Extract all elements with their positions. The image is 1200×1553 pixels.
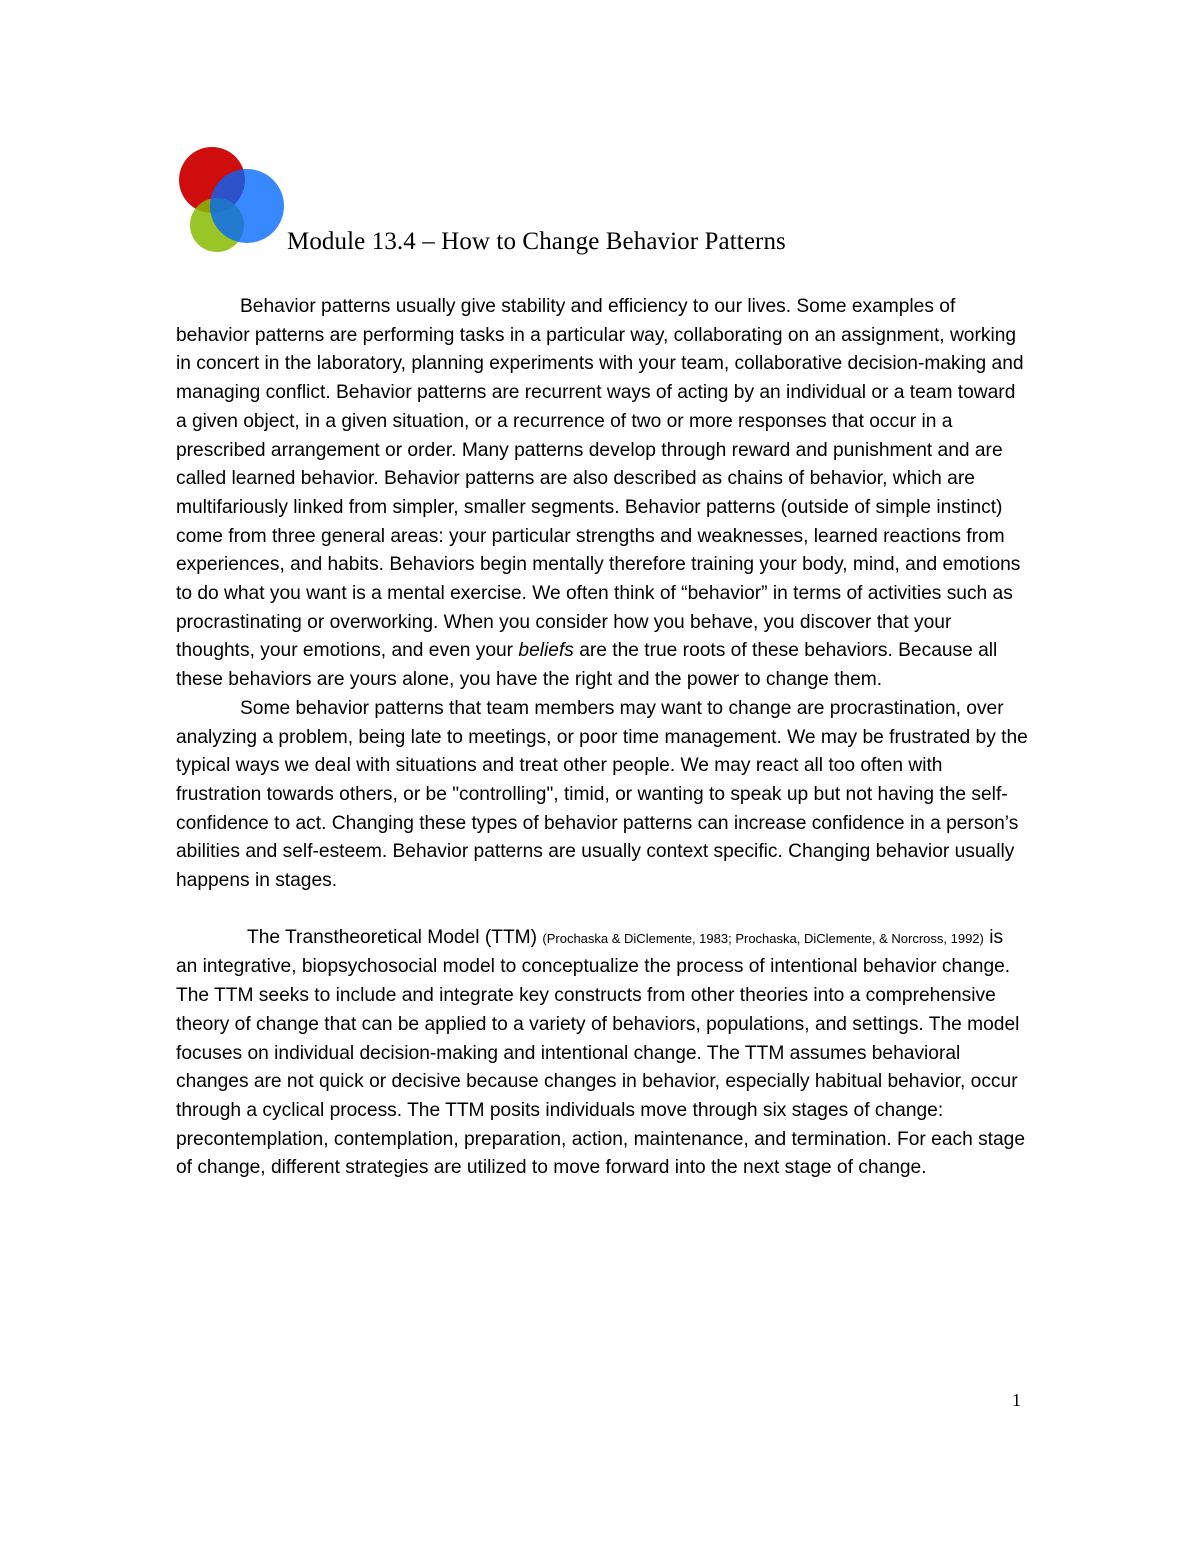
paragraph-3-text: is an integrative, biopsychosocial model to conceptualize the process of intentional behavior change. The TTM seeks to include and integrate key constructs from other theories into a comprehensive theory of change that can be applied to a variety of behaviors, populations, and settings. The model focuses on individual decision-making and intentional change. The TTM assumes behavioral changes are not quick or decisive because changes in behavior, especially habitual behavior, occur through a cyclical process. The TTM posits individuals move through six stages of change: precontemplation, contemplation, preparation, action, maintenance, and termination. For each stage of change, different strategies are utilized to move forward into the next stage of change. [176, 926, 1026, 1179]
overlapping-circles-logo-icon [175, 143, 290, 258]
document-body [176, 293, 1028, 1183]
paragraph-1-text-a: Behavior patterns usually give stability and efficiency to our lives. Some examples of behavior patterns are performing tasks in a particular way, collaborating on an assignment, working in concert in the laboratory, planning experiments with your team, collaborative decision-making and managing conflict. Behavior patterns are recurrent ways of acting by an individual or a team toward a given object, in a given situation, or a recurrence of two or more responses that occur in a prescribed arrangement or order. Many patterns develop through reward and punishment and are called learned behavior. Behavior patterns are also described as chains of behavior, which are multifariously linked from simpler, smaller segments. Behavior patterns (outside of simple instinct) come from three general areas: your particular strengths and weaknesses, learned reactions from experiences, and habits. Behaviors begin mentally therefore training your body, mind, and emotions to do what you want is a mental exercise. We often think of “behavior” in terms of activities such as procrastinating or overworking. When you consider how you behave, you discover that your thoughts, your emotions, and even your [176, 296, 1024, 662]
paragraph-2: Some behavior patterns that team members may want to change are procrastination, over analyzing a problem, being late to meetings, or poor time management. We may be frustrated by the typical ways we deal with situations and treat other people. We may react all too often with frustration towards others, or be "controlling", timid, or wanting to speak up but not having the self-confidence to act. Changing these types of behavior patterns can increase confidence in a person’s abilities and self-esteem. Behavior patterns are usually context specific. Changing behavior usually happens in stages. [176, 697, 1028, 892]
page-title: Module 13.4 – How to Change Behavior Patterns [287, 228, 786, 255]
page-number: 1 [1012, 1390, 1021, 1410]
paragraph-3 [176, 924, 1028, 1183]
blue-circle [210, 169, 284, 243]
paragraph-3-citation: (Prochaska & DiClemente, 1983; Prochaska, DiClemente, & Norcross, 1992) [542, 930, 984, 946]
paragraph-1-text-b: are the true roots of these behaviors. Because all these behaviors are yours alone, you have the right and the power to change them. [176, 640, 998, 691]
paragraph-3-lead: The Transtheoretical Model (TTM) [247, 926, 538, 948]
paragraph-1 [176, 293, 1028, 695]
paragraph-1-emphasis: beliefs [518, 640, 574, 662]
